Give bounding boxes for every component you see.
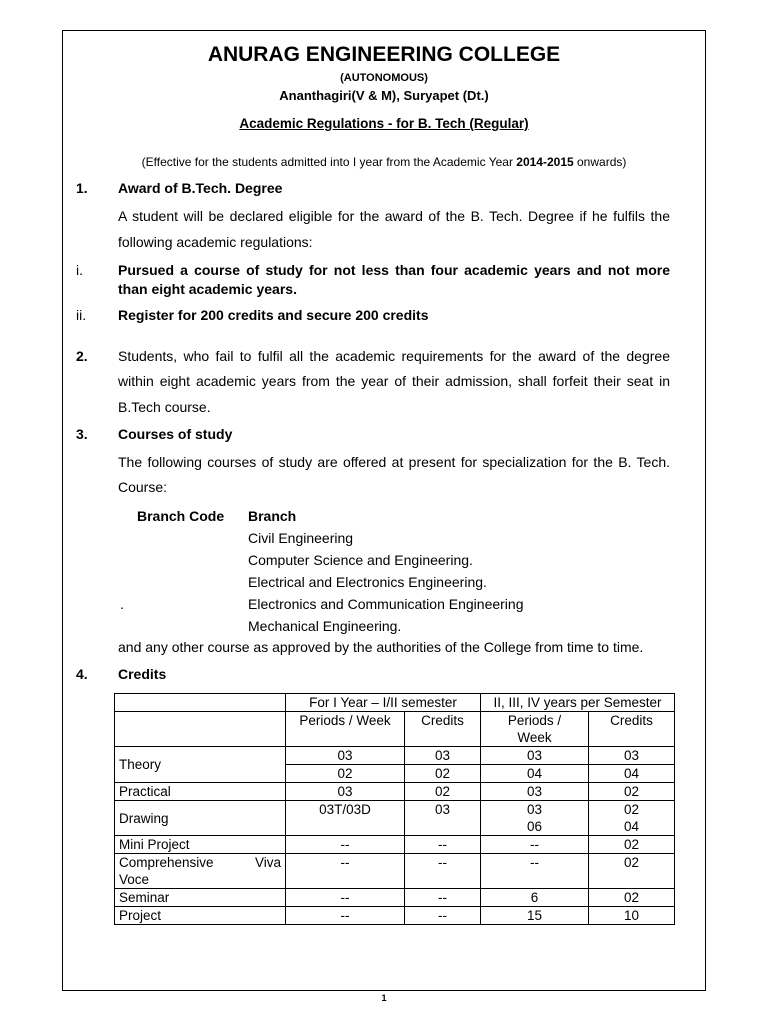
autonomous-label: (AUTONOMOUS) xyxy=(340,72,428,84)
viva-label-line2: Voce xyxy=(119,872,150,887)
table-cell: 03 xyxy=(481,747,589,765)
table-cell: -- xyxy=(481,854,589,889)
row-label-theory: Theory xyxy=(115,747,286,783)
table-cell: -- xyxy=(405,854,481,889)
table-cell: 15 xyxy=(481,907,589,925)
table-cell: 02 xyxy=(589,854,675,889)
col-periods-week-2 xyxy=(481,712,589,747)
section-3-title: Courses of study xyxy=(118,426,233,442)
row-label-drawing: Drawing xyxy=(115,801,286,836)
stray-dot: . xyxy=(120,596,124,612)
table-cell: -- xyxy=(405,907,481,925)
section-2-line1: Students, who fail to fulfil all the academic requirements for the award of the degree xyxy=(118,348,670,364)
item-ii-text: Register for 200 credits and secure 200 credits xyxy=(118,307,429,323)
table-cell: 02 xyxy=(286,765,405,783)
viva-label-part2: Viva xyxy=(254,855,281,870)
table-cell: 02 xyxy=(405,783,481,801)
table-row xyxy=(115,836,675,854)
table-cell: 03 xyxy=(481,783,589,801)
section-3-closing: and any other course as approved by the authorities of the College from time to time. xyxy=(118,639,644,655)
table-cell: 03 xyxy=(589,747,675,765)
table-cell: 04 xyxy=(589,765,675,783)
branch-item: Mechanical Engineering. xyxy=(248,618,402,634)
section-1-number: 1. xyxy=(76,180,88,196)
table-cell: -- xyxy=(286,889,405,907)
viva-label-part1: Comprehensive xyxy=(119,855,214,870)
table-cell: 02 xyxy=(405,765,481,783)
section-4-number: 4. xyxy=(76,666,88,682)
table-row xyxy=(115,854,675,889)
table-cell: -- xyxy=(405,836,481,854)
cell-line: 03 xyxy=(527,802,543,817)
row-label-project: Project xyxy=(115,907,286,925)
table-cell: 10 xyxy=(589,907,675,925)
col-credits-2: Credits xyxy=(589,712,675,747)
cell-line: 04 xyxy=(624,819,640,834)
page-number: 1 xyxy=(381,993,387,1003)
table-cell xyxy=(481,801,589,836)
item-ii-number: ii. xyxy=(76,307,87,323)
table-row xyxy=(115,747,675,765)
table-cell: 03 xyxy=(405,801,481,836)
table-cell: 03 xyxy=(286,783,405,801)
cell-line: 06 xyxy=(527,819,543,834)
table-cell xyxy=(589,801,675,836)
table-cell: 04 xyxy=(481,765,589,783)
section-1-intro-line2: following academic regulations: xyxy=(118,234,313,250)
section-4-title: Credits xyxy=(118,666,167,682)
group-header-first-year: For I Year – I/II semester xyxy=(286,694,481,712)
table-cell xyxy=(115,712,286,747)
effective-year: 2014-2015 xyxy=(516,155,574,169)
table-row xyxy=(115,907,675,925)
effective-prefix: (Effective for the students admitted into I year from the Academic Year xyxy=(141,155,517,169)
col-periods-week: Periods / Week xyxy=(286,712,405,747)
table-row xyxy=(115,783,675,801)
effective-suffix: onwards) xyxy=(573,155,627,169)
table-cell: 03 xyxy=(286,747,405,765)
branch-code-header: Branch Code xyxy=(137,508,225,524)
table-header-row xyxy=(115,694,675,712)
table-subheader-row xyxy=(115,712,675,747)
col-periods-line2: Week xyxy=(517,730,552,745)
table-cell: 6 xyxy=(481,889,589,907)
table-cell: -- xyxy=(286,907,405,925)
table-cell: 02 xyxy=(589,889,675,907)
table-cell: -- xyxy=(286,854,405,889)
table-cell: -- xyxy=(286,836,405,854)
group-header-later-years: II, III, IV years per Semester xyxy=(481,694,675,712)
branch-item: Electronics and Communication Engineering xyxy=(248,596,524,612)
table-cell: -- xyxy=(405,889,481,907)
row-label-practical: Practical xyxy=(115,783,286,801)
item-i-line2: than eight academic years. xyxy=(118,281,297,297)
section-3-line2: Course: xyxy=(118,479,168,495)
branch-item: Electrical and Electronics Engineering. xyxy=(248,574,487,590)
section-1-title: Award of B.Tech. Degree xyxy=(118,180,283,196)
credits-table xyxy=(114,693,675,925)
branch-header: Branch xyxy=(248,508,297,524)
section-3-number: 3. xyxy=(76,426,88,442)
college-name: ANURAG ENGINEERING COLLEGE xyxy=(207,43,561,66)
section-2-line3: B.Tech course. xyxy=(118,399,211,415)
row-label-seminar: Seminar xyxy=(115,889,286,907)
row-label-mini-project: Mini Project xyxy=(115,836,286,854)
col-periods-line1: Periods / xyxy=(507,713,562,728)
table-cell xyxy=(115,694,286,712)
table-cell: -- xyxy=(481,836,589,854)
college-address: Ananthagiri(V & M), Suryapet (Dt.) xyxy=(279,88,489,103)
table-cell: 02 xyxy=(589,783,675,801)
table-row xyxy=(115,801,675,836)
branch-item: Civil Engineering xyxy=(248,530,354,546)
item-i-number: i. xyxy=(76,262,83,278)
section-2-line2: within eight academic years from the year of their admission, shall forfeit their seat in xyxy=(118,373,670,389)
effective-note xyxy=(62,155,706,169)
section-3-line1: The following courses of study are offered at present for specialization for the B. Tech. xyxy=(118,454,670,470)
row-label-viva xyxy=(115,854,286,889)
cell-line: 02 xyxy=(624,802,640,817)
table-cell: 03 xyxy=(405,747,481,765)
section-2-number: 2. xyxy=(76,348,88,364)
col-credits: Credits xyxy=(405,712,481,747)
table-cell: 03T/03D xyxy=(286,801,405,836)
table-row xyxy=(115,889,675,907)
branch-item: Computer Science and Engineering. xyxy=(248,552,473,568)
table-cell: 02 xyxy=(589,836,675,854)
section-1-intro-line1: A student will be declared eligible for the award of the B. Tech. Degree if he fulfils the xyxy=(118,208,670,224)
document-title: Academic Regulations - for B. Tech (Regular) xyxy=(239,116,529,131)
item-i-line1: Pursued a course of study for not less than four academic years and not more xyxy=(118,262,670,278)
